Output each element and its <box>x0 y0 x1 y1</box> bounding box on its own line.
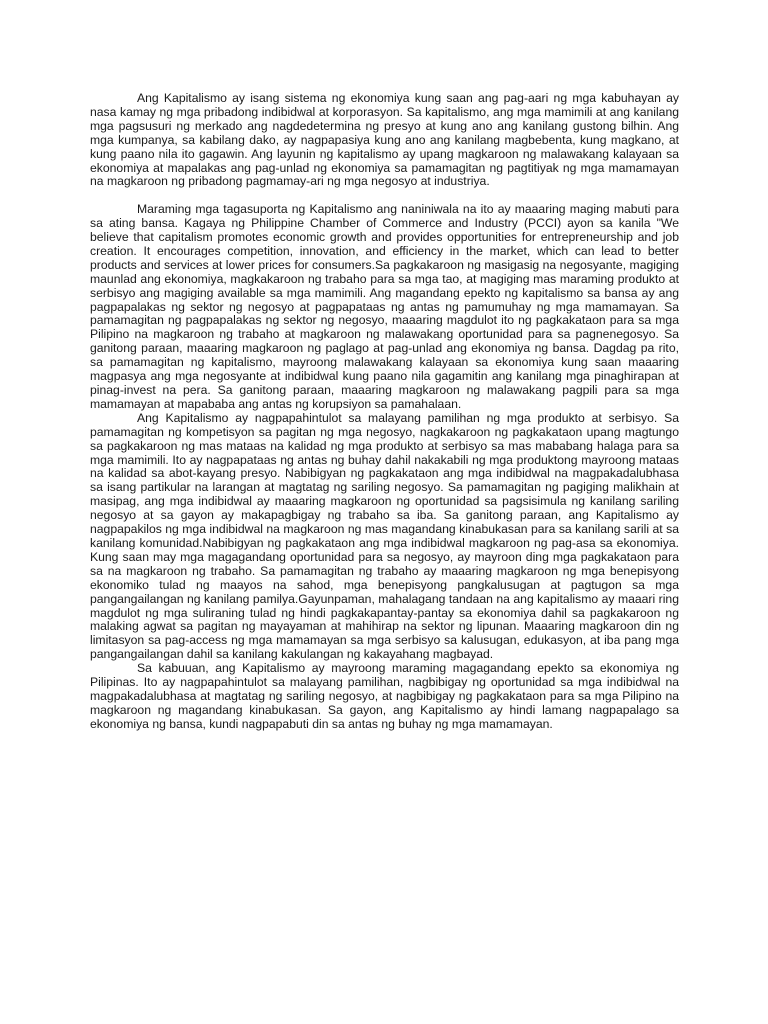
paragraph-supporters: Maraming mga tagasuporta ng Kapitalismo ang naniniwala na ito ay maaaring maging mabuti para sa ating bansa. Kagaya ng Philippine Chamber of Commerce and Industry (PCCI) ayon sa kanila "We believe that capitalism promotes economic growth and provides opportunities for entrepreneurship and job creation. It encourages competition, innovation, and efficiency in the market, which can lead to better products and services at lower prices for consumers.Sa pagkakaroon ng masigasig na negosyante, magiging maunlad ang ekonomiya, magkakaroon ng trabaho para sa mga tao, at magiging mas maraming produkto at serbisyo ang magiging available sa mga mamimili. Ang magandang epekto ng kapitalismo sa bansa ay ang pagpapalakas ng sektor ng negosyo at pagpapataas ng antas ng pamumuhay ng mga mamamayan. Sa pamamagitan ng pagpapalakas ng sektor ng negosyo, maaaring magdulot ito ng pagkakataon para sa mga Pilipino na magkaroon ng trabaho at magkaroon ng malawakang oportunidad para sa pagnenegosyo. Sa ganitong paraan, maaaring magkaroon ng paglago at pag-unlad ang ekonomiya ng bansa. Dagdag pa rito, sa pamamagitan ng kapitalismo, mayroong malawakang kalayaan sa ekonomiya kung saan maaaring magpasya ang mga negosyante at indibidwal kung paano nila gagamitin ang kanilang mga pinaghirapan at pinag-invest na pera. Sa ganitong paraan, maaaring magkaroon ng malawakang pagpili para sa mga mamamayan at mapababa ang antas ng korupsiyon sa pamahalaan. <box>90 202 679 411</box>
document-page <box>90 92 679 732</box>
paragraph-free-market: Ang Kapitalismo ay nagpapahintulot sa malayang pamilihan ng mga produkto at serbisyo. Sa pamamagitan ng kompetisyon sa pagitan ng mga negosyo, nagkakaroon ng pagkakataon upang magtungo sa pagkakaroon ng mas mataas na kalidad ng mga produkto at serbisyo sa mas mababang halaga para sa mga mamimili. Ito ay nagpapataas ng antas ng buhay dahil nakakabili ng mga produktong mayroong mataas na kalidad sa abot-kayang presyo. Nabibigyan ng pagkakataon ang mga indibidwal na magpakadalubhasa sa isang partikular na larangan at magtatag ng sariling negosyo. Sa pamamagitan ng pagiging malikhain at masipag, ang mga indibidwal ay maaaring magkaroon ng oportunidad sa pagsisimula ng kanilang sariling negosyo at sa gayon ay makapagbigay ng trabaho sa iba. Sa ganitong paraan, ang Kapitalismo ay nagpapakilos ng mga indibidwal na magkaroon ng mas magandang kinabukasan para sa kanilang sarili at sa kanilang komunidad.Nabibigyan ng pagkakataon ang mga indibidwal magkaroon ng pag-asa sa ekonomiya. Kung saan may mga magagandang oportunidad para sa negosyo, ay mayroon ding mga pagkakataon para sa na magkaroon ng trabaho. Sa pamamagitan ng trabaho ay maaaring magkaroon ng mga benepisyong ekonomiko tulad ng maayos na sahod, mga benepisyong pangkalusugan at pagtugon sa mga pangangailangan ng kanilang pamilya.Gayunpaman, mahalagang tandaan na ang kapitalismo ay maaari ring magdulot ng mga suliraning tulad ng hindi pagkakapantay-pantay sa ekonomiya dahil sa pagkakaroon ng malaking agwat sa pagitan ng mayayaman at mahihirap na sektor ng lipunan. Maaaring magkaroon din ng limitasyon sa pag-access ng mga mamamayan sa mga serbisyo sa kalusugan, edukasyon, at iba pang mga pangangailangan dahil sa kanilang kakulangan ng kakayahang magbayad. <box>90 410 679 662</box>
paragraph-conclusion: Sa kabuuan, ang Kapitalismo ay mayroong maraming magagandang epekto sa ekonomiya ng Pilipinas. Ito ay nagpapahintulot sa malayang pamilihan, nagbibigay ng oportunidad sa mga indibidwal na magpakadalubhasa at magtatag ng sariling negosyo, at nagbibigay ng pagkakataon para sa mga Pilipino na magkaroon ng magandang kinabukasan. Sa gayon, ang Kapitalismo ay hindi lamang nagpapalago sa ekonomiya ng bansa, kundi nagpapabuti din sa antas ng buhay ng mga mamamayan. <box>90 661 679 731</box>
paragraph-intro: Ang Kapitalismo ay isang sistema ng ekonomiya kung saan ang pag-aari ng mga kabuhayan ay nasa kamay ng mga pribadong indibidwal at korporasyon. Sa kapitalismo, ang mga mamimili at ang kanilang mga pagsusuri ng merkado ang nagdedetermina ng presyo at kung ano ang kanilang gustong bilhin. Ang mga kumpanya, sa kabilang dako, ay nagpapasiya kung ano ang kanilang magbebenta, kung magkano, at kung paano nila ito gagawin. Ang layunin ng kapitalismo ay upang magkaroon ng malawakang kalayaan sa ekonomiya at mapalakas ang pag-unlad ng ekonomiya sa pamamagitan ng pagtitiyak ng mga mamamayan na magkaroon ng pribadong pagmamay-ari ng mga negosyo at industriya. <box>90 91 679 189</box>
